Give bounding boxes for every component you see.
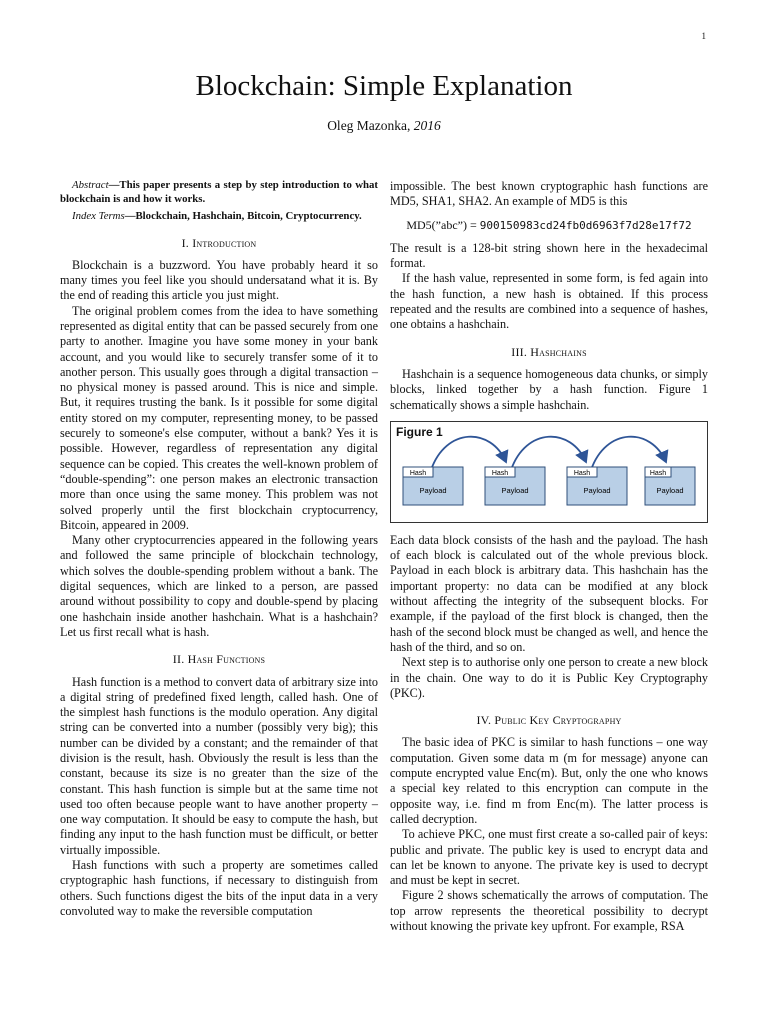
section-heading-hash (60, 652, 378, 667)
section-title: Public Key Cryptography (494, 713, 622, 728)
paragraph: Hashchain is a sequence homogeneous data chunks, or simply blocks, linked together by a hash function. Figure 1 schematically shows a simple hashchain. (390, 366, 708, 412)
section-heading-hashchains (390, 345, 708, 360)
paragraph: Many other cryptocurrencies appeared in the following years and followed the same principle of blockchain technology, which solves the double-spending problem without a bank. The digital sequences, which are linked to a person, are passed around without possibility to copy and double-spend by placing one hashchain inside another hashchain. What is a hashchain? Let us first recall what is hash. (60, 533, 378, 639)
equation-hash-value: 900150983cd24fb0d6963f7d28e17f72 (479, 218, 692, 232)
author-line (0, 118, 768, 134)
figure-1 (390, 421, 708, 523)
paragraph: Hash function is a method to convert data of arbitrary size into a digital string of predefined fixed length, called hash. One of the simplest hash functions is the modulo operation. Any digital string can be converted into a number (possibly very big); this number can be divided by a constant; and the remainder of that division is the result, hash. Obviously the result is less than the constant, because its size is no greater than the size of the constant. This hash function is simple but at the same time not used too often because people want to have another property – one way computation. It should be easy to compute the hash, but finding any input to the hash function must be difficult, or better virtually impossible. (60, 674, 378, 857)
hash-label: Hash (573, 469, 591, 477)
paragraph: The original problem comes from the idea to have something represented as digital entity that can be passed securely from one party to another. Imagine you have some money in your bank account, and you would like to securely transfer some of it to another person. This usually goes through a digital transaction – no physical money is passed around. This is nice and simple. But, it requires trusting the bank. Is it possible for some digital entity stored on my computer, representing money, to be passed securely to someone's else computer, without a bank? Yes it is possible. However, regardless of representation any digital sequence can be copied. This creates the well-known problem of “double-spending”: one person makes an electronic transaction more than once using the same money. This problem was not solved properly until the first blockchain cryptocurrency, Bitcoin, appeared in 2009. (60, 303, 378, 532)
paragraph: Hash functions with such a property are sometimes called cryptographic hash functions, if necessary to distinguish from others. Such functions digest the bits of the input data in a very convoluted way to make the reversible computation (60, 858, 378, 918)
left-column (60, 179, 378, 919)
paragraph: Next step is to authorise only one person to create a new block in the chain. One way to do it is Public Key Cryptography (PKC). (390, 655, 708, 700)
hash-label: Hash (649, 469, 667, 477)
section-number: I. (181, 235, 190, 250)
section-title: Introduction (192, 235, 257, 250)
equation-left: MD5(”abc”) = (406, 217, 480, 232)
figure-title: Figure 1 (396, 424, 443, 439)
paragraph: The result is a 128-bit string shown here in the hexadecimal format. (390, 240, 708, 271)
paragraph: Figure 2 shows schematically the arrows of computation. The top arrow represents the theoretical possibility to decrypt without knowing the private key upfront. For example, RSA (390, 888, 708, 933)
section-heading-intro (60, 236, 378, 251)
index-terms-label: Index Terms (72, 210, 125, 222)
author-name: Oleg Mazonka, (327, 118, 411, 133)
paragraph: If the hash value, represented in some form, is fed again into the hash function, a new hash is obtained. If this process repeated and the results are combined into a sequence of hashes, one obtains a hashchain. (390, 271, 708, 332)
section-number: III. (511, 344, 528, 359)
block (645, 467, 695, 505)
author-year: 2016 (413, 118, 441, 133)
hash-label: Hash (409, 469, 427, 477)
payload-label: Payload (501, 485, 529, 495)
abstract-label: Abstract (72, 179, 109, 191)
paragraph: To achieve PKC, one must first create a so-called pair of keys: public and private. The public key is used to encrypt data and can let be known to anyone. The private key is used to decrypt and must be kept in secret. (390, 827, 708, 888)
link-arrow (431, 437, 506, 470)
paper-title: Blockchain: Simple Explanation (195, 70, 573, 102)
block (403, 467, 463, 505)
paragraph: Blockchain is a buzzword. You have probably heard it so many times you feel like you should undersatand what it is. By the end of reading this article you just might. (60, 257, 378, 303)
abstract-text: —This paper presents a step by step introduction to what blockchain is and how it works. (60, 179, 378, 205)
link-arrow (511, 437, 586, 470)
section-title: Hashchains (530, 344, 587, 359)
paragraph: Each data block consists of the hash and the payload. The hash of each block is calculated out of the whole previous block. Payload in each block is arbitrary data. This hashchain has the important property: no data can be modified at any block without affecting the integrity of the subsequent blocks. For example, if the payload of the first block is changed, then the hash of the second block must be changed as well, and hence the hash of the third, and so on. (390, 532, 708, 654)
md5-equation (390, 218, 708, 233)
link-arrow (591, 437, 666, 470)
section-number: II. (172, 652, 185, 667)
payload-label: Payload (583, 485, 611, 495)
paragraph: impossible. The best known cryptographic hash functions are MD5, SHA1, SHA2. An example of MD5 is this (390, 179, 708, 209)
section-number: IV. (476, 713, 492, 728)
section-heading-pkc (390, 713, 708, 728)
block (567, 467, 627, 505)
index-terms (60, 210, 378, 224)
hashchain-diagram (391, 422, 707, 522)
block (485, 467, 545, 505)
abstract (60, 179, 378, 206)
index-terms-text: —Blockchain, Hashchain, Bitcoin, Cryptocurrency. (124, 210, 362, 222)
right-column (390, 179, 708, 934)
paragraph: The basic idea of PKC is similar to hash functions – one way computation. Given some data m (m for message) anyone can compute encrypted value Enc(m). But, only the one who knows a special key related to this encryption can compute in the opposite way, i.e. find m from Enc(m). The latter process is called decryption. (390, 735, 708, 826)
payload-label: Payload (656, 485, 684, 495)
hash-label: Hash (491, 469, 509, 477)
section-title: Hash Functions (187, 652, 266, 667)
page-number: 1 (701, 31, 706, 41)
payload-label: Payload (419, 485, 447, 495)
